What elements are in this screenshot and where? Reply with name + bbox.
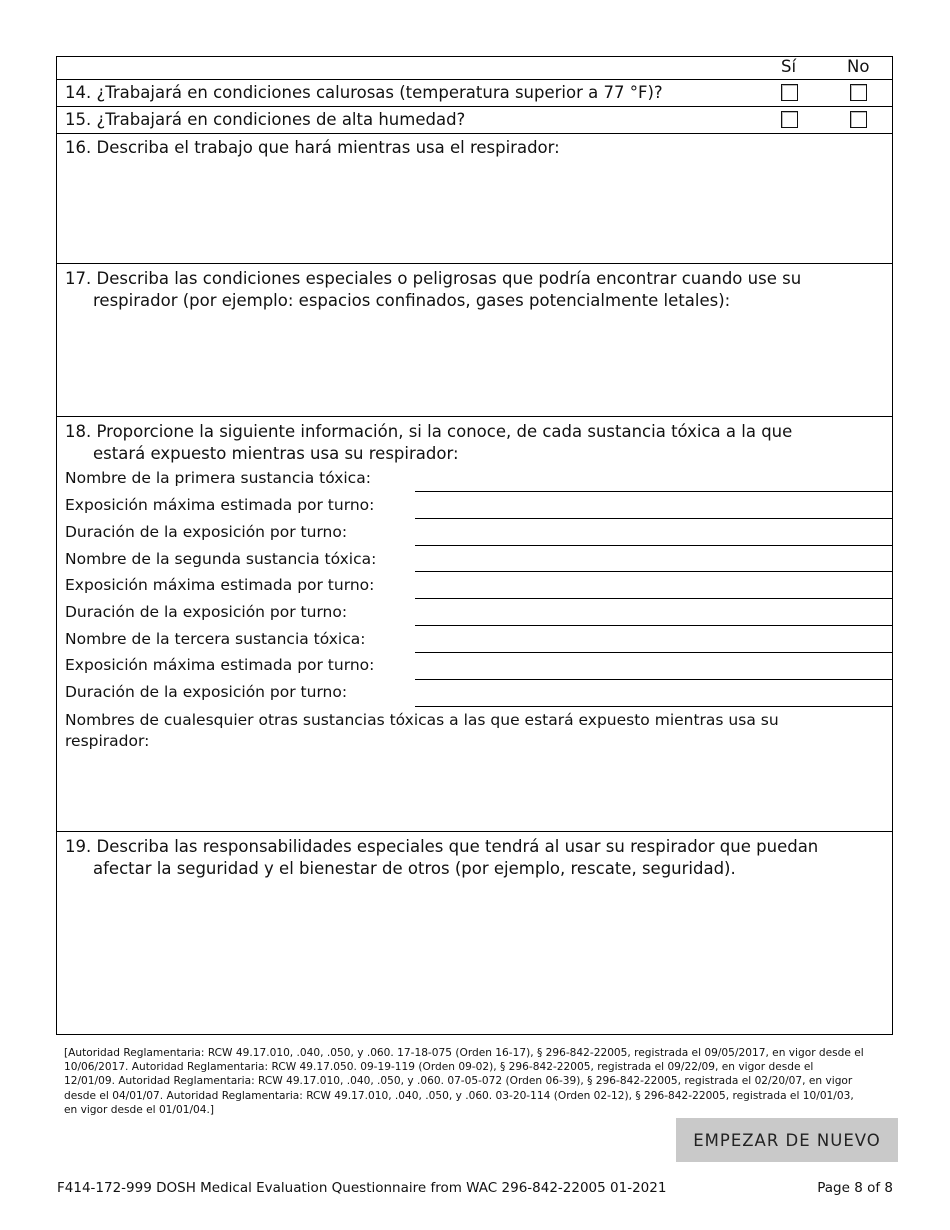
second-substance-max-exposure-label: Exposición máxima estimada por turno: xyxy=(65,576,375,594)
first-substance-duration-label: Duración de la exposición por turno: xyxy=(65,523,348,541)
question-18-text-line1: 18. Proporcione la siguiente información, si la conoce, de cada sustancia tóxica a la que xyxy=(65,422,793,441)
first-substance-name-label: Nombre de la primera sustancia tóxica: xyxy=(65,469,371,487)
second-substance-duration-label: Duración de la exposición por turno: xyxy=(65,603,348,621)
question-18-row xyxy=(57,417,892,832)
question-19-text-line1: 19. Describa las responsabilidades especiales que tendrá al usar su respirador que puedan xyxy=(65,837,819,856)
other-substances-label-line2: respirador: xyxy=(65,732,150,750)
regulatory-authority-note xyxy=(64,1046,898,1117)
field-underline xyxy=(415,706,892,707)
question-17-text-line2: respirador (por ejemplo: espacios confinados, gases potencialmente letales): xyxy=(93,291,731,310)
question-16-answer-field[interactable] xyxy=(65,164,884,260)
form-identifier: F414-172-999 DOSH Medical Evaluation Questionnaire from WAC 296-842-22005 01-2021 xyxy=(57,1180,667,1196)
no-header: No xyxy=(847,57,870,76)
third-substance-name-input[interactable] xyxy=(415,628,892,654)
other-substances-label-line1: Nombres de cualesquier otras sustancias tóxicas a las que estará expuesto mientras usa su xyxy=(65,711,779,729)
yes-no-header-row xyxy=(57,57,892,80)
third-substance-max-exposure-label: Exposición máxima estimada por turno: xyxy=(65,656,375,674)
field-underline xyxy=(415,518,892,519)
question-15-text: 15. ¿Trabajará en condiciones de alta humedad? xyxy=(65,110,466,129)
field-underline xyxy=(415,652,892,653)
third-substance-max-exposure-input[interactable] xyxy=(415,654,892,680)
questionnaire-form xyxy=(56,56,893,1035)
yes-header: Sí xyxy=(781,57,797,76)
first-substance-max-exposure-input[interactable] xyxy=(415,494,892,520)
field-underline xyxy=(415,625,892,626)
question-19-row xyxy=(57,832,892,1034)
question-19-answer-field[interactable] xyxy=(65,886,884,1030)
second-substance-duration-input[interactable] xyxy=(415,601,892,627)
question-14-yes-checkbox[interactable] xyxy=(781,84,798,101)
question-17-row xyxy=(57,264,892,417)
third-substance-name-label: Nombre de la tercera sustancia tóxica: xyxy=(65,630,366,648)
field-underline xyxy=(415,491,892,492)
field-underline xyxy=(415,571,892,572)
legal-line: [Autoridad Reglamentaria: RCW 49.17.010, .040, .050, y .060. 17-18-075 (Orden 16-17), § 296-842-22005, registrada el 09/05/2017, en vigor desde el xyxy=(64,1047,864,1059)
question-14-text: 14. ¿Trabajará en condiciones calurosas (temperatura superior a 77 °F)? xyxy=(65,83,663,102)
question-14-row xyxy=(57,80,892,107)
legal-line: en vigor desde el 01/01/04.] xyxy=(64,1103,215,1116)
question-15-row xyxy=(57,107,892,134)
first-substance-max-exposure-label: Exposición máxima estimada por turno: xyxy=(65,496,375,514)
reset-form-button[interactable]: EMPEZAR DE NUEVO xyxy=(676,1118,898,1162)
question-14-no-checkbox[interactable] xyxy=(850,84,867,101)
third-substance-duration-input[interactable] xyxy=(415,681,892,707)
question-16-row xyxy=(57,134,892,264)
question-16-text: 16. Describa el trabajo que hará mientras usa el respirador: xyxy=(65,138,560,157)
field-underline xyxy=(415,679,892,680)
question-17-answer-field[interactable] xyxy=(65,318,884,414)
page-number: Page 8 of 8 xyxy=(817,1180,893,1196)
field-underline xyxy=(415,598,892,599)
question-15-yes-checkbox[interactable] xyxy=(781,111,798,128)
legal-line: 10/06/2017. Autoridad Reglamentaria: RCW 49.17.050. 09-19-119 (Orden 09-02), § 296-842-22005, registrada el 09/22/09, en vigor desde el xyxy=(64,1061,814,1074)
first-substance-duration-input[interactable] xyxy=(415,521,892,547)
legal-line: desde el 04/01/07. Autoridad Reglamentaria: RCW 49.17.010, .040, .050, y .060. 03-20-114 (Orden 02-12), § 296-842-22005, registrada el 10/01/03, xyxy=(64,1089,854,1102)
other-substances-answer-field[interactable] xyxy=(65,755,884,829)
question-15-no-checkbox[interactable] xyxy=(850,111,867,128)
legal-line: 12/01/09. Autoridad Reglamentaria: RCW 49.17.010, .040, .050, y .060. 07-05-072 (Orden 06-39), § 296-842-22005, registrada el 02/20/07, en vigor xyxy=(64,1075,853,1088)
field-underline xyxy=(415,545,892,546)
second-substance-name-label: Nombre de la segunda sustancia tóxica: xyxy=(65,550,377,568)
question-17-text-line1: 17. Describa las condiciones especiales o peligrosas que podría encontrar cuando use su xyxy=(65,269,802,288)
question-18-text-line2: estará expuesto mientras usa su respirador: xyxy=(93,444,459,463)
question-19-text-line2: afectar la seguridad y el bienestar de otros (por ejemplo, rescate, seguridad). xyxy=(93,859,736,878)
third-substance-duration-label: Duración de la exposición por turno: xyxy=(65,683,348,701)
second-substance-max-exposure-input[interactable] xyxy=(415,574,892,600)
first-substance-name-input[interactable] xyxy=(415,467,892,493)
